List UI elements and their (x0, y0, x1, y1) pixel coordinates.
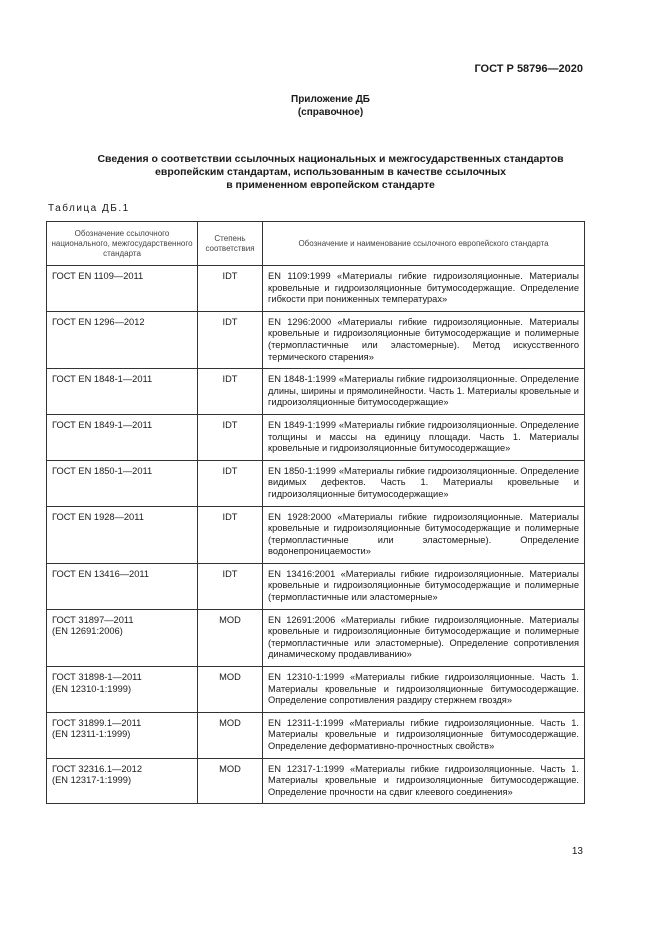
degree-cell: IDT (198, 266, 263, 312)
table-caption: Таблица ДБ.1 (48, 203, 130, 214)
national-standard-code: ГОСТ EN 1296—2012 (52, 316, 145, 327)
national-standard-cell (47, 667, 198, 713)
degree-cell: MOD (198, 712, 263, 758)
national-standard-code: ГОСТ EN 1109—2011 (52, 271, 144, 281)
national-standard-code: ГОСТ EN 1848-1—2011 (52, 374, 153, 385)
degree-cell: MOD (198, 667, 263, 713)
table-header-row (47, 222, 585, 266)
national-standard-cell (47, 506, 198, 563)
european-reference-code: (EN 12691:2006) (52, 626, 123, 637)
national-standard-code: ГОСТ 31897—2011 (52, 614, 134, 625)
european-reference-code: (EN 12311-1:1999) (52, 729, 131, 740)
table-row (47, 369, 585, 415)
national-standard-cell (47, 563, 198, 609)
national-standard-code: ГОСТ EN 13416—2011 (52, 568, 150, 579)
degree-cell: IDT (198, 414, 263, 460)
header-degree: Степень соответствия (198, 222, 263, 266)
page-number: 13 (571, 846, 583, 857)
table-row (47, 506, 585, 563)
national-standard-cell (47, 311, 198, 368)
european-reference-code: (EN 12317-1:1999) (52, 775, 132, 786)
appendix-heading (0, 93, 661, 119)
european-reference-code: (EN 12310-1:1999) (52, 683, 132, 694)
european-standard-cell: EN 12317-1:1999 «Материалы гибкие гидроизоляционные. Часть 1. Материалы кровельные и гидроизоляционные битумосодержащие. Определение прочности на сдвиг клеевого соединения» (263, 758, 585, 804)
national-standard-code: ГОСТ 31899.1—2011 (52, 717, 142, 728)
table-row (47, 758, 585, 804)
european-standard-cell: EN 1848-1:1999 «Материалы гибкие гидроизоляционные. Определение длины, ширины и прямолинейности. Часть 1. Материалы кровельные и гидроизоляционные битумосодержащие» (263, 369, 585, 415)
section-title (60, 153, 601, 192)
table-row (47, 266, 585, 312)
national-standard-code: ГОСТ EN 1849-1—2011 (52, 419, 153, 430)
header-national-standard: Обозначение ссылочного национального, межгосударственного стандарта (47, 222, 198, 266)
degree-cell: MOD (198, 758, 263, 804)
section-title-line: в примененном европейском стандарте (226, 179, 435, 191)
national-standard-code: ГОСТ EN 1928—2011 (52, 511, 144, 522)
european-standard-cell: EN 1296:2000 «Материалы гибкие гидроизоляционные. Материалы кровельные и гидроизоляционные битумосодержащие и полимерные (термопластичные или эластомерные). Метод искусственного термического старения» (263, 311, 585, 368)
national-standard-cell (47, 758, 198, 804)
document-code: ГОСТ Р 58796—2020 (474, 63, 583, 75)
degree-cell: IDT (198, 460, 263, 506)
european-standard-cell: EN 12311-1:1999 «Материалы гибкие гидроизоляционные. Часть 1. Материалы кровельные и гидроизоляционные битумосодержащие. Определение деформативно-прочностных свойств» (263, 712, 585, 758)
degree-cell: IDT (198, 369, 263, 415)
table-row (47, 563, 585, 609)
appendix-title: Приложение ДБ (291, 94, 370, 105)
degree-cell: IDT (198, 563, 263, 609)
table-row (47, 460, 585, 506)
national-standard-cell (47, 609, 198, 666)
table-row (47, 667, 585, 713)
european-standard-cell: EN 1850-1:1999 «Материалы гибкие гидроизоляционные. Определение видимых дефектов. Часть 1. Материалы кровельные и гидроизоляционные битумосодержащие» (263, 460, 585, 506)
european-standard-cell: EN 12310-1:1999 «Материалы гибкие гидроизоляционные. Часть 1. Материалы кровельные и гидроизоляционные битумосодержащие. Определение сопротивления раздиру стержнем гвоздя» (263, 667, 585, 713)
header-european-standard: Обозначение и наименование ссылочного европейского стандарта (263, 222, 585, 266)
standards-table (46, 221, 585, 804)
national-standard-cell (47, 712, 198, 758)
table-row (47, 311, 585, 368)
european-standard-cell: EN 13416:2001 «Материалы гибкие гидроизоляционные. Материалы кровельные и гидроизоляционные битумосодержащие и полимерные (термопластичные или эластомерные» (263, 563, 585, 609)
table-row (47, 414, 585, 460)
section-title-line: европейским стандартам, использованным в качестве ссылочных (155, 166, 506, 178)
european-standard-cell: EN 1928:2000 «Материалы гибкие гидроизоляционные. Материалы кровельные и гидроизоляционные битумосодержащие и полимерные (термопластичные или эластомерные). Определение водонепроницаемости» (263, 506, 585, 563)
european-standard-cell: EN 1109:1999 «Материалы гибкие гидроизоляционные. Материалы кровельные и гидроизоляционные битумосодержащие. Определение гибкости при пониженных температурах» (263, 266, 585, 312)
national-standard-code: ГОСТ 32316.1—2012 (52, 763, 142, 774)
european-standard-cell: EN 12691:2006 «Материалы гибкие гидроизоляционные. Материалы кровельные и гидроизоляционные битумосодержащие и полимерные (термопластичные или эластомерные). Определение сопротивления динамическому продавливанию» (263, 609, 585, 666)
national-standard-cell (47, 414, 198, 460)
national-standard-code: ГОСТ EN 1850-1—2011 (52, 465, 153, 476)
european-standard-cell: EN 1849-1:1999 «Материалы гибкие гидроизоляционные. Определение толщины и массы на единицу площади. Часть 1. Материалы кровельные и гидроизоляционные битумосодержащие» (263, 414, 585, 460)
table-body (47, 266, 585, 804)
appendix-subtitle: (справочное) (297, 107, 364, 118)
national-standard-cell (47, 460, 198, 506)
table-row (47, 609, 585, 666)
national-standard-code: ГОСТ 31898-1—2011 (52, 672, 142, 683)
degree-cell: IDT (198, 311, 263, 368)
national-standard-cell (47, 266, 198, 312)
degree-cell: IDT (198, 506, 263, 563)
degree-cell: MOD (198, 609, 263, 666)
table-row (47, 712, 585, 758)
section-title-line: Сведения о соответствии ссылочных национальных и межгосударственных стандартов (97, 153, 564, 165)
national-standard-cell (47, 369, 198, 415)
